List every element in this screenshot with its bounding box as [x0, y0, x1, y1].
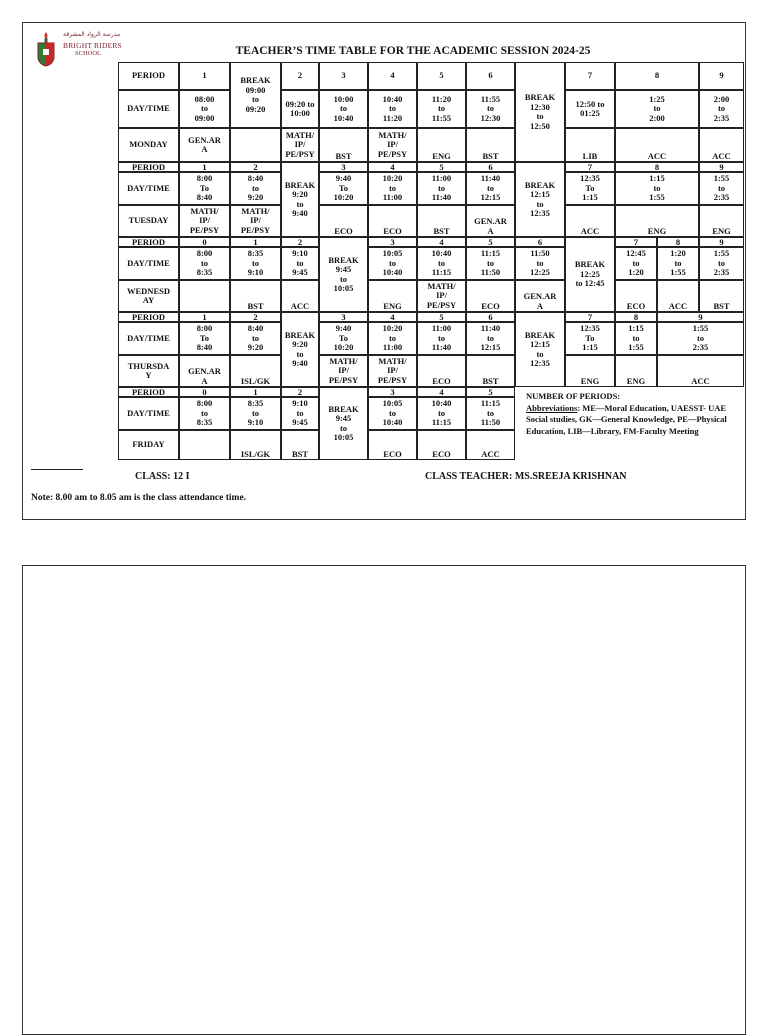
timetable-cell: ECO — [417, 355, 466, 387]
timetable-cell: 5 — [417, 312, 466, 322]
notes-block — [526, 391, 736, 437]
timetable-cell: ACC — [699, 128, 744, 162]
timetable-cell: THURSDA Y — [118, 355, 179, 387]
timetable-cell — [179, 280, 230, 312]
timetable-cell: 10:40 to 11:20 — [368, 90, 417, 128]
timetable-cell: 1 — [179, 62, 230, 90]
timetable-cell: 10:05 to 10:40 — [368, 247, 417, 280]
timetable-cell: 10:05 to 10:40 — [368, 397, 417, 430]
class-teacher-label: CLASS TEACHER: MS.SREEJA KRISHNAN — [425, 471, 627, 482]
timetable-cell: 4 — [368, 162, 417, 172]
timetable-cell: ENG — [699, 205, 744, 237]
timetable-cell: 12:50 to 01:25 — [565, 90, 615, 128]
timetable-cell: 1:25 to 2:00 — [615, 90, 699, 128]
timetable-cell: 0 — [179, 387, 230, 397]
school-name-line2: SCHOOL — [75, 50, 102, 57]
timetable-cell: MATH/ IP/ PE/PSY — [417, 280, 466, 312]
timetable-cell: MATH/ IP/ PE/PSY — [281, 128, 319, 162]
timetable-cell: ENG — [417, 128, 466, 162]
timetable-cell: 2 — [281, 62, 319, 90]
timetable-cell: MATH/ IP/ PE/PSY — [368, 128, 417, 162]
timetable-cell: 8:00 To 8:40 — [179, 322, 230, 355]
timetable-cell: 8 — [615, 62, 699, 90]
attendance-note: Note: 8.00 am to 8.05 am is the class attendance time. — [31, 493, 247, 503]
abbreviations-body: : ME—Moral Education, UAESST- UAE Social studies, GK—General Knowledge, PE—Physical Education, LIB—Library, FM-Faculty Meeting — [526, 402, 727, 436]
school-name-arabic: مدرسة الرواد المشرقة — [63, 31, 121, 38]
timetable-cell: FRIDAY — [118, 430, 179, 460]
timetable-cell: 11:00 to 11:40 — [417, 322, 466, 355]
school-name-line1: BRIGHT RIDERS — [63, 41, 122, 50]
timetable-cell: MONDAY — [118, 128, 179, 162]
timetable-cell: BREAK 9:45 to 10:05 — [319, 237, 368, 312]
timetable-cell: 10:20 to 11:00 — [368, 172, 417, 205]
timetable-cell: ECO — [615, 280, 657, 312]
timetable-cell: 9 — [657, 312, 744, 322]
timetable-cell: ENG — [615, 205, 699, 237]
timetable-cell: 8:00 to 8:35 — [179, 397, 230, 430]
timetable-cell: 3 — [368, 237, 417, 247]
timetable-cell: 4 — [368, 62, 417, 90]
abbreviations-label: Abbreviations — [526, 402, 578, 413]
timetable-cell: 3 — [368, 387, 417, 397]
timetable-cell: BST — [319, 128, 368, 162]
timetable-cell: ACC — [466, 430, 515, 460]
timetable-cell: 10:00 to 10:40 — [319, 90, 368, 128]
timetable-cell: 08:00 to 09:00 — [179, 90, 230, 128]
timetable-cell: 9:40 To 10:20 — [319, 322, 368, 355]
timetable-cell: BST — [699, 280, 744, 312]
timetable-cell: 8 — [657, 237, 699, 247]
timetable-cell: BREAK 12:15 to 12:35 — [515, 162, 565, 237]
timetable-cell: PERIOD — [118, 237, 179, 247]
timetable-cell: 11:40 to 12:15 — [466, 172, 515, 205]
timetable-cell: ENG — [565, 355, 615, 387]
timetable-cell: 6 — [515, 237, 565, 247]
timetable-cell: 7 — [565, 312, 615, 322]
timetable-cell: ECO — [466, 280, 515, 312]
timetable-cell: 11:55 to 12:30 — [466, 90, 515, 128]
timetable-cell: 8 — [615, 162, 699, 172]
timetable-cell: BST — [281, 430, 319, 460]
timetable-cell: 5 — [466, 237, 515, 247]
timetable-cell: ACC — [281, 280, 319, 312]
timetable-cell: BREAK 12:15 to 12:35 — [515, 312, 565, 387]
timetable-cell: BST — [417, 205, 466, 237]
timetable-cell: 3 — [319, 312, 368, 322]
timetable-cell: 7 — [565, 162, 615, 172]
timetable-cell: 9 — [699, 237, 744, 247]
timetable-cell: 12:45 to 1:20 — [615, 247, 657, 280]
timetable-cell: PERIOD — [118, 312, 179, 322]
signature-line — [31, 469, 83, 470]
timetable-cell: 9:10 to 9:45 — [281, 247, 319, 280]
timetable-cell: 8:40 to 9:20 — [230, 172, 281, 205]
timetable-cell: 12:35 To 1:15 — [565, 322, 615, 355]
timetable-cell: PERIOD — [118, 62, 179, 90]
timetable-cell: GEN.AR A — [466, 205, 515, 237]
timetable-cell: 1:55 to 2:35 — [699, 247, 744, 280]
timetable-cell: BREAK 9:20 to 9:40 — [281, 162, 319, 237]
timetable-cell — [230, 128, 281, 162]
class-label: CLASS: 12 I — [135, 471, 190, 482]
timetable-cell: ENG — [368, 280, 417, 312]
timetable-cell: BREAK 9:20 to 9:40 — [281, 312, 319, 387]
timetable-page — [22, 22, 746, 520]
timetable-cell: BREAK 12:25 to 12:45 — [565, 237, 615, 312]
timetable-cell: 8:00 To 8:40 — [179, 172, 230, 205]
timetable-cell: 6 — [466, 312, 515, 322]
timetable-cell: 1 — [179, 312, 230, 322]
timetable-cell: 8:00 to 8:35 — [179, 247, 230, 280]
timetable-cell: 5 — [466, 387, 515, 397]
timetable-cell: 9:40 To 10:20 — [319, 172, 368, 205]
timetable-cell: GEN.AR A — [515, 280, 565, 312]
timetable-cell: DAY/TIME — [118, 90, 179, 128]
timetable-cell: 10:40 to 11:15 — [417, 397, 466, 430]
timetable-cell: 6 — [466, 162, 515, 172]
timetable-cell: 7 — [565, 62, 615, 90]
timetable-cell: MATH/ IP/ PE/PSY — [179, 205, 230, 237]
timetable-cell: GEN.AR A — [179, 128, 230, 162]
timetable-cell: DAY/TIME — [118, 322, 179, 355]
timetable-cell: 09:20 to 10:00 — [281, 90, 319, 128]
timetable-cell: BREAK 09:00 to 09:20 — [230, 62, 281, 128]
timetable-cell: 2 — [281, 387, 319, 397]
timetable-cell: LIB — [565, 128, 615, 162]
timetable-cell: 11:40 to 12:15 — [466, 322, 515, 355]
timetable-cell: 11:15 to 11:50 — [466, 247, 515, 280]
timetable-cell: 9:10 to 9:45 — [281, 397, 319, 430]
timetable-cell: BREAK 9:45 to 10:05 — [319, 387, 368, 460]
timetable-cell — [179, 430, 230, 460]
timetable-cell: BST — [466, 355, 515, 387]
timetable-cell: 1:55 to 2:35 — [699, 172, 744, 205]
timetable-cell: 1 — [179, 162, 230, 172]
timetable-cell: DAY/TIME — [118, 247, 179, 280]
timetable-cell: 10:20 to 11:00 — [368, 322, 417, 355]
timetable-cell: 11:20 to 11:55 — [417, 90, 466, 128]
timetable-cell: 2:00 to 2:35 — [699, 90, 744, 128]
timetable-cell: ACC — [657, 355, 744, 387]
timetable-cell: 2 — [281, 237, 319, 247]
timetable-cell: ISL/GK — [230, 355, 281, 387]
timetable-cell: 11:15 to 11:50 — [466, 397, 515, 430]
timetable-cell: 0 — [179, 237, 230, 247]
number-of-periods-label: NUMBER OF PERIODS: — [526, 391, 621, 401]
timetable-cell: BREAK 12:30 to 12:50 — [515, 62, 565, 162]
timetable-cell: 1 — [230, 387, 281, 397]
timetable-cell: ACC — [657, 280, 699, 312]
timetable-cell: 11:00 to 11:40 — [417, 172, 466, 205]
timetable-cell: TUESDAY — [118, 205, 179, 237]
timetable-cell: 2 — [230, 162, 281, 172]
timetable-cell: 12:35 To 1:15 — [565, 172, 615, 205]
timetable-cell: 1:55 to 2:35 — [657, 322, 744, 355]
timetable-cell: GEN.AR A — [179, 355, 230, 387]
timetable-grid — [23, 23, 747, 521]
timetable-cell: 4 — [417, 237, 466, 247]
timetable-cell: 6 — [466, 62, 515, 90]
timetable-cell: BST — [230, 280, 281, 312]
timetable-cell: ECO — [368, 205, 417, 237]
timetable-cell: DAY/TIME — [118, 397, 179, 430]
timetable-cell: 9 — [699, 62, 744, 90]
timetable-cell: PERIOD — [118, 162, 179, 172]
timetable-cell: 7 — [615, 237, 657, 247]
timetable-cell: 8:35 to 9:10 — [230, 397, 281, 430]
timetable-cell: PERIOD — [118, 387, 179, 397]
timetable-cell: ECO — [368, 430, 417, 460]
timetable-cell: MATH/ IP/ PE/PSY — [230, 205, 281, 237]
timetable-cell: WEDNESD AY — [118, 280, 179, 312]
timetable-cell: 1:15 to 1:55 — [615, 172, 699, 205]
abbreviations-text — [526, 403, 736, 438]
timetable-cell: ACC — [615, 128, 699, 162]
timetable-cell: ENG — [615, 355, 657, 387]
timetable-cell: ACC — [565, 205, 615, 237]
timetable-cell: DAY/TIME — [118, 172, 179, 205]
timetable-cell: 3 — [319, 62, 368, 90]
timetable-cell: 1 — [230, 237, 281, 247]
timetable-cell: 10:40 to 11:15 — [417, 247, 466, 280]
timetable-cell: 11:50 to 12:25 — [515, 247, 565, 280]
timetable-cell: 1:15 to 1:55 — [615, 322, 657, 355]
timetable-cell: ECO — [417, 430, 466, 460]
blank-page — [22, 565, 746, 1035]
timetable-cell: 8:35 to 9:10 — [230, 247, 281, 280]
timetable-cell: 4 — [368, 312, 417, 322]
timetable-cell: 5 — [417, 162, 466, 172]
timetable-cell: 9 — [699, 162, 744, 172]
page-title: TEACHER’S TIME TABLE FOR THE ACADEMIC SESSION 2024-25 — [235, 45, 591, 57]
timetable-cell: 4 — [417, 387, 466, 397]
timetable-cell: 8 — [615, 312, 657, 322]
timetable-cell: 5 — [417, 62, 466, 90]
timetable-cell: MATH/ IP/ PE/PSY — [319, 355, 368, 387]
timetable-cell: 1:20 to 1:55 — [657, 247, 699, 280]
timetable-cell: 8:40 to 9:20 — [230, 322, 281, 355]
timetable-cell: MATH/ IP/ PE/PSY — [368, 355, 417, 387]
timetable-cell: ECO — [319, 205, 368, 237]
timetable-cell: ISL/GK — [230, 430, 281, 460]
timetable-cell: 2 — [230, 312, 281, 322]
timetable-cell: 3 — [319, 162, 368, 172]
timetable-cell: BST — [466, 128, 515, 162]
